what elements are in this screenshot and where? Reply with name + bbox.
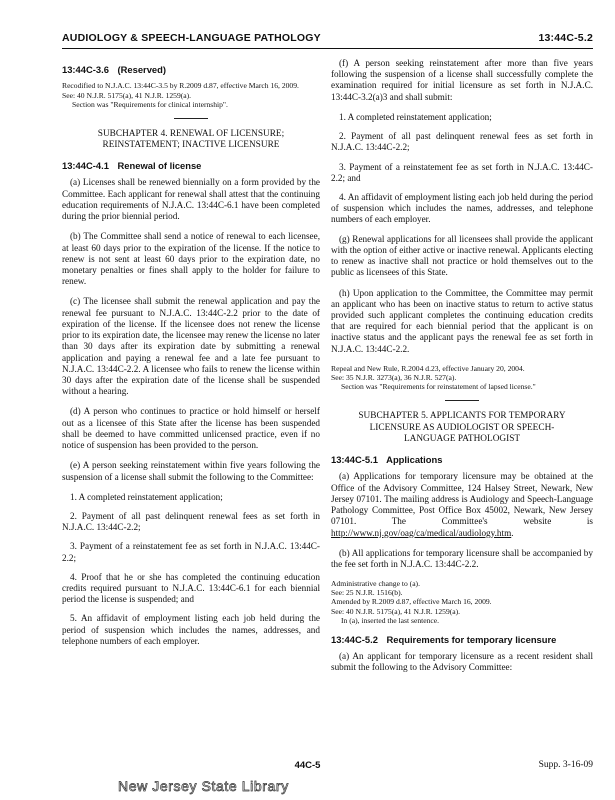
library-watermark: New Jersey State Library	[118, 778, 289, 794]
section-title: (Reserved)	[117, 64, 166, 75]
list-item: 1. A completed reinstatement application;	[70, 491, 223, 502]
history-note: Administrative change to (a).	[331, 579, 420, 589]
section-divider	[174, 118, 208, 119]
history-note: Section was "Requirements for reinstatement of lapsed license."	[341, 382, 536, 392]
left-column	[62, 58, 320, 655]
history-note: See: 25 N.J.R. 1516(b).	[331, 588, 403, 598]
website-link[interactable]: http://www.nj.gov/oag/ca/medical/audiology.htm	[331, 527, 512, 538]
paragraph-b: (b) All applications for temporary licensure shall be accompanied by the fee set forth in N.J.A.C. 13:44C-2.2.	[331, 547, 593, 569]
right-column	[331, 58, 593, 683]
paragraph-h: (h) Upon application to the Committee, the Committee may permit an applicant who has been on inactive status to return to active status provided such applicant completes the continuing education credits that are required for each biennial period that the applicant is on inactive status and the applicant pays the renewal fee as set forth in N.J.A.C. 13:44C-2.2.	[331, 287, 593, 354]
paragraph-c: (c) The licensee shall submit the renewal application and pay the renewal fee pursuant to N.J.A.C. 13:44C-2.2 prior to the date of expiration of the license. If the licensee does not renew the license prior to its expiration date, the licensee may renew the license no later than 30 days after its expiration date by submitting a renewal application and paying a renewal fee and a late fee pursuant to N.J.A.C. 13:44C-2.2. A licensee who fails to renew the license within 30 days after the expiration date of the license shall be suspended without a hearing.	[62, 296, 320, 397]
history-note: Recodified to N.J.A.C. 13:44C-3.5 by R.2009 d.87, effective March 16, 2009.	[62, 81, 299, 91]
section-number: 13:44C-5.1	[331, 453, 378, 465]
list-item: 2. Payment of all past delinquent renewal fees as set forth in N.J.A.C. 13:44C-2.2;	[331, 131, 593, 153]
paragraph-text: (a) Applications for temporary licensure may be obtained at the Office of the Advisory Committee, 124 Halsey Street, Newark, New Jersey 07101. The mailing address is Audiology and Speech-Language Pathology Committee, Post Office Box 45002, Newark, New Jersey 07101. The Committee's website is	[331, 471, 593, 527]
list-item: 4. Proof that he or she has completed the continuing education credits required pursuant to N.J.A.C. 13:44C-6.1 for each biennial period the license is suspended; and	[62, 571, 320, 605]
paragraph-d: (d) A person who continues to practice or hold himself or herself out as a licensee of this State after the license has been suspended shall be deemed to have committed unlicensed practice, even if no notice of suspension has been provided to the person.	[62, 406, 320, 451]
paragraph-a	[331, 471, 593, 538]
paragraph-end: .	[511, 527, 514, 538]
subchapter-line: LICENSURE AS AUDIOLOGIST OR SPEECH-	[369, 422, 555, 433]
section-number: 13:44C-5.2	[331, 633, 378, 645]
history-note: Amended by R.2009 d.87, effective March 16, 2009.	[331, 597, 492, 607]
paragraph-f: (f) A person seeking reinstatement after more than five years following the suspension of a license shall successfully complete the examination required for initial licensure as set forth in N.J.A.C. 13:44C-3.2(a)3 and shall submit:	[331, 58, 593, 102]
paragraph-a: (a) An applicant for temporary licensure as a recent resident shall submit the following to the Advisory Committee:	[331, 651, 593, 673]
section-title: Requirements for temporary licensure	[386, 633, 557, 645]
paragraph-a: (a) Licenses shall be renewed biennially on a form provided by the Committee. Each applicant for renewal shall attest that the continuing education requirements of N.J.A.C. 13:44C-6.1 have been completed during the prior biennial period.	[62, 177, 320, 222]
history-note: In (a), inserted the last sentence.	[341, 615, 440, 625]
subchapter-line: REINSTATEMENT; INACTIVE LICENSURE	[102, 140, 280, 151]
section-divider	[445, 400, 479, 401]
section-number: 13:44C-3.6	[62, 64, 109, 75]
list-item: 5. An affidavit of employment listing each job held during the period of suspension which includes the names, addresses, and telephone numbers of each employer.	[62, 613, 320, 646]
list-item: 1. A completed reinstatement application;	[339, 111, 492, 122]
list-item: 4. An affidavit of employment listing each job held during the period of suspension which includes the names, addresses, and telephone numbers of each employer.	[331, 191, 593, 225]
history-note: See: 40 N.J.R. 5175(a), 41 N.J.R. 1259(a).	[331, 606, 461, 616]
subchapter-line: LANGUAGE PATHOLOGIST	[403, 434, 521, 445]
running-header	[62, 30, 593, 49]
section-title: Renewal of license	[117, 160, 202, 172]
supplement-date: Supp. 3-16-09	[538, 760, 593, 770]
section-title: Applications	[386, 453, 443, 465]
section-number: 13:44C-4.1	[62, 160, 109, 172]
section-heading-5-2	[331, 634, 593, 645]
history-note: Repeal and New Rule, R.2004 d.23, effective January 20, 2004.	[331, 363, 525, 373]
subchapter-line: SUBCHAPTER 4. RENEWAL OF LICENSURE;	[97, 128, 285, 139]
section-heading-5-1	[331, 454, 593, 465]
list-item: 3. Payment of a reinstatement fee as set forth in N.J.A.C. 13:44C-2.2;	[62, 541, 320, 563]
list-item: 2. Payment of all past delinquent renewal fees as set forth in N.J.A.C. 13:44C-2.2;	[62, 510, 320, 533]
section-heading-4-1	[62, 160, 320, 171]
header-title: AUDIOLOGY & SPEECH-LANGUAGE PATHOLOGY	[62, 32, 321, 44]
history-note: See: 35 N.J.R. 3273(a), 36 N.J.R. 527(a).	[331, 372, 457, 382]
history-note: Section was "Requirements for clinical internship".	[72, 99, 228, 109]
history-note: See: 40 N.J.R. 5175(a), 41 N.J.R. 1259(a).	[62, 90, 192, 100]
paragraph-g: (g) Renewal applications for all licensees shall provide the applicant with the option of either active or inactive renewal. Applicants electing to renew as inactive shall not practice or hold themselves out to the public as licensees of this State.	[331, 233, 593, 278]
subchapter-line: SUBCHAPTER 5. APPLICANTS FOR TEMPORARY	[358, 411, 566, 422]
paragraph-b: (b) The Committee shall send a notice of renewal to each licensee, at least 60 days prior to the expiration of the license. If the notice to renew is not sent at least 60 days prior to the expiration date, no monetary penalties or fines shall apply to the holder for failure to renew.	[62, 231, 320, 287]
subchapter-5-heading	[331, 411, 593, 446]
paragraph-e: (e) A person seeking reinstatement within five years following the suspension of a license shall submit the following to the Committee:	[62, 460, 320, 482]
header-section-number: 13:44C-5.2	[538, 32, 593, 44]
page-number: 44C-5	[294, 760, 321, 771]
subchapter-4-heading	[62, 129, 320, 152]
list-item: 3. Payment of a reinstatement fee as set forth in N.J.A.C. 13:44C-2.2; and	[331, 161, 593, 183]
section-heading-3-6	[62, 64, 320, 75]
